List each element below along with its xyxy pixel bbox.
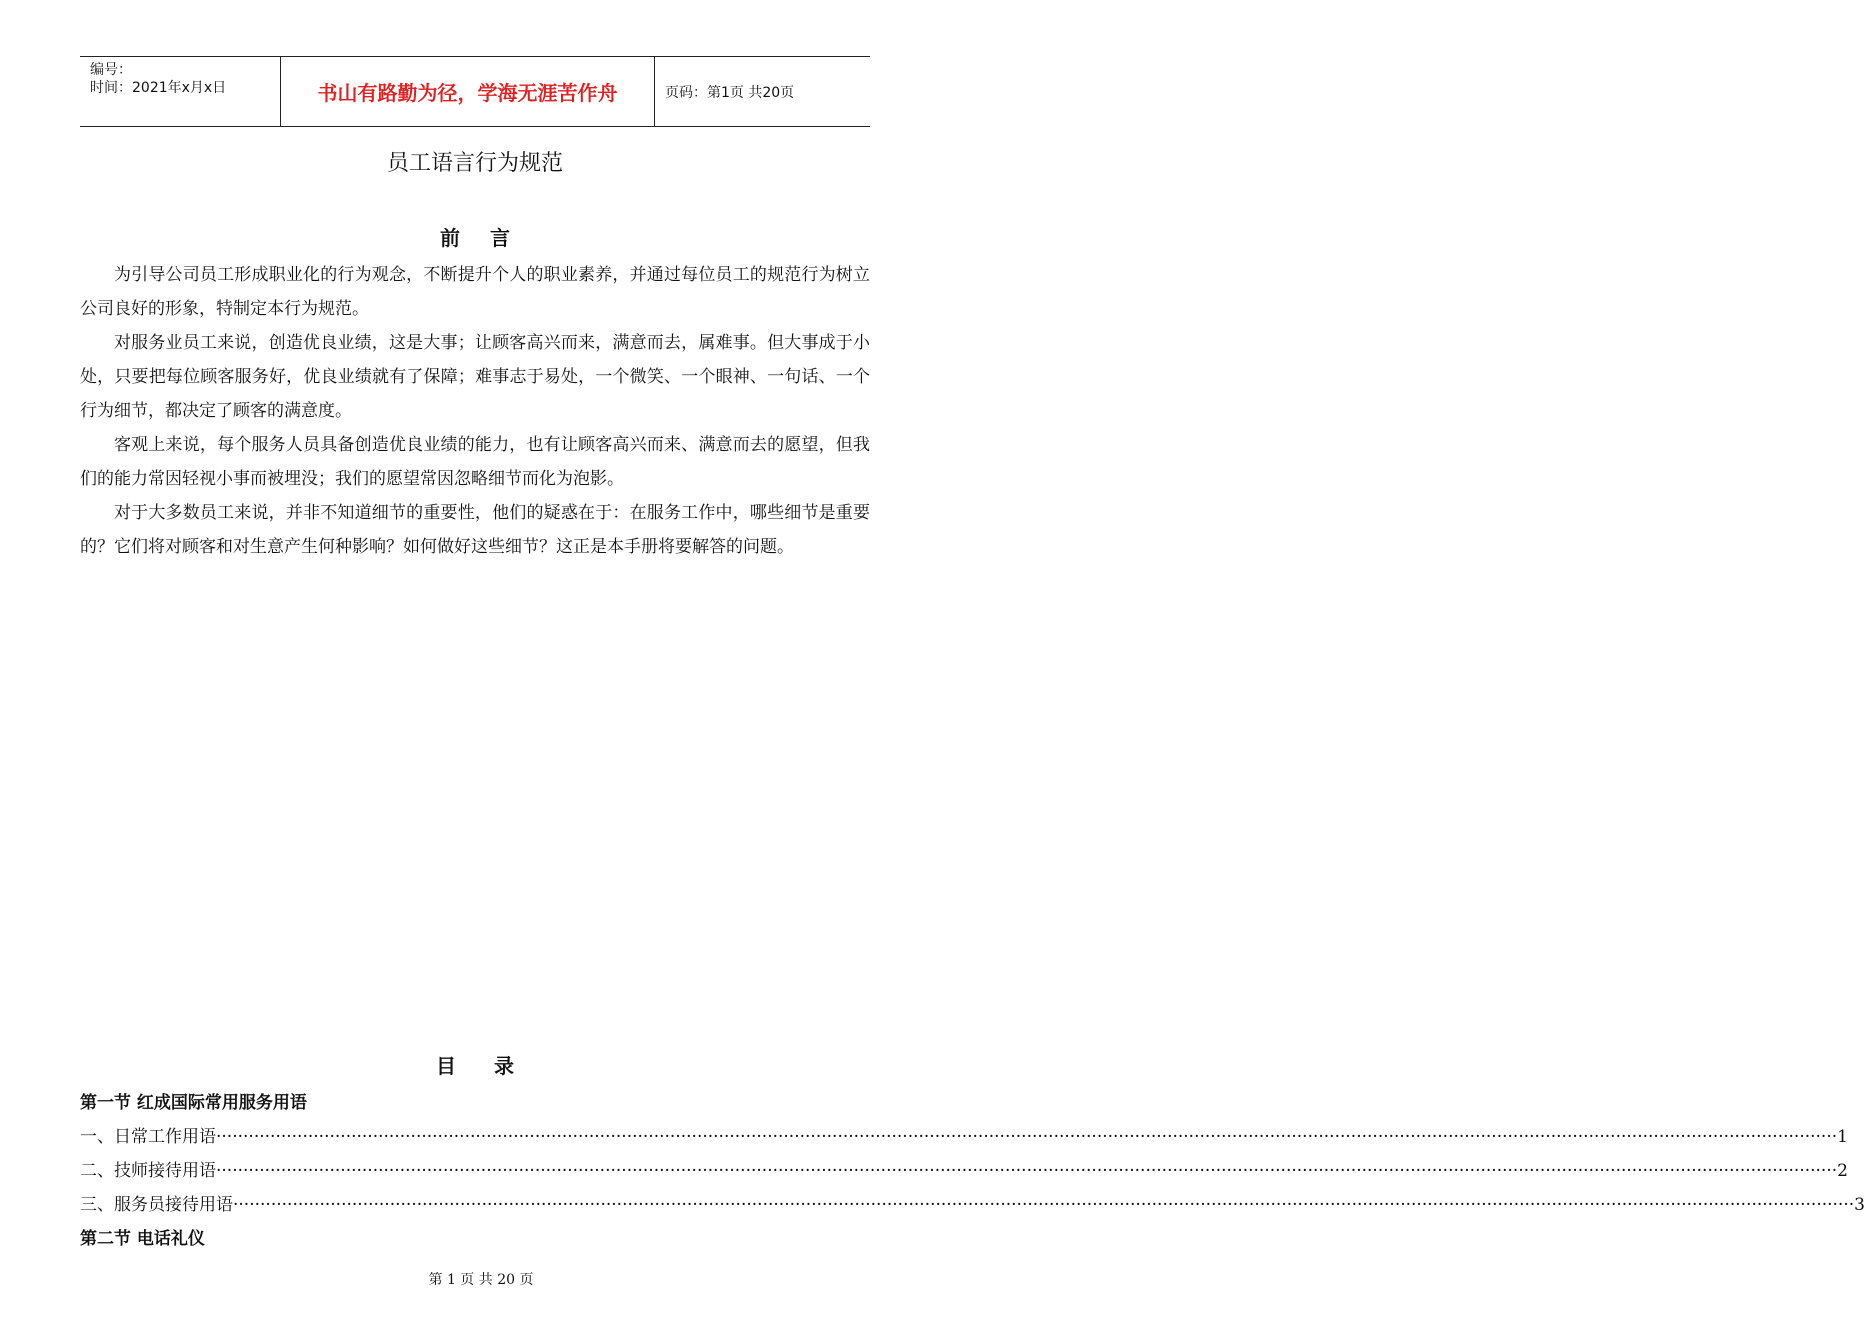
- toc-entry-label: 二、技师接待用语: [80, 1161, 216, 1181]
- toc-leader-dots: ············································································································································································································································································································: [233, 1195, 1855, 1215]
- header-page-info: 页码：第1页 共20页: [665, 84, 795, 101]
- page-header: [80, 56, 870, 127]
- table-of-contents: [80, 1086, 1865, 1256]
- toc-section-heading: 第一节 红成国际常用服务用语: [80, 1093, 307, 1113]
- preface-heading: 前言: [440, 226, 540, 250]
- preface-paragraph: 为引导公司员工形成职业化的行为观念，不断提升个人的职业素养，并通过每位员工的规范行为树立公司良好的形象，特制定本行为规范。: [80, 265, 870, 319]
- toc-heading: 目录: [436, 1054, 552, 1078]
- preface-paragraph: 对服务业员工来说，创造优良业绩，这是大事；让顾客高兴而来，满意而去，属难事。但大事成于小处，只要把每位顾客服务好，优良业绩就有了保障；难事志于易处，一个微笑、一个眼神、一句话、一个行为细节，都决定了顾客的满意度。: [80, 333, 870, 421]
- preface-paragraph: 对于大多数员工来说，并非不知道细节的重要性，他们的疑惑在于：在服务工作中，哪些细节是重要的？它们将对顾客和对生意产生何种影响？如何做好这些细节？这正是本手册将要解答的问题。: [80, 503, 870, 557]
- toc-entry-page: 2: [1837, 1161, 1848, 1181]
- toc-entry-label: 一、日常工作用语: [80, 1127, 216, 1147]
- toc-leader-dots: ············································································································································································································································································································: [216, 1127, 1838, 1147]
- document-title: 员工语言行为规范: [386, 151, 563, 176]
- toc-entry[interactable]: [80, 1154, 1848, 1188]
- toc-leader-dots: ············································································································································································································································································································: [216, 1161, 1838, 1181]
- toc-entry-label: 三、服务员接待用语: [80, 1195, 233, 1215]
- document-time-label: 时间：2021年x月x日: [90, 80, 227, 96]
- toc-entry[interactable]: [80, 1120, 1848, 1154]
- document-number-label: 编号：: [90, 62, 132, 78]
- preface-body: [80, 258, 870, 564]
- header-motto: 书山有路勤为径，学海无涯苦作舟: [281, 57, 655, 126]
- page-footer: 第 1 页 共 20 页: [428, 1272, 534, 1288]
- preface-paragraph: 客观上来说，每个服务人员具备创造优良业绩的能力，也有让顾客高兴而来、满意而去的愿望，但我们的能力常因轻视小事而被埋没；我们的愿望常因忽略细节而化为泡影。: [80, 435, 870, 489]
- header-meta: [80, 57, 281, 126]
- toc-entry-page: 3: [1854, 1195, 1865, 1215]
- toc-section-heading: 第二节 电话礼仪: [80, 1229, 205, 1249]
- toc-entry-page: 1: [1837, 1127, 1848, 1147]
- toc-entry[interactable]: [80, 1188, 1865, 1222]
